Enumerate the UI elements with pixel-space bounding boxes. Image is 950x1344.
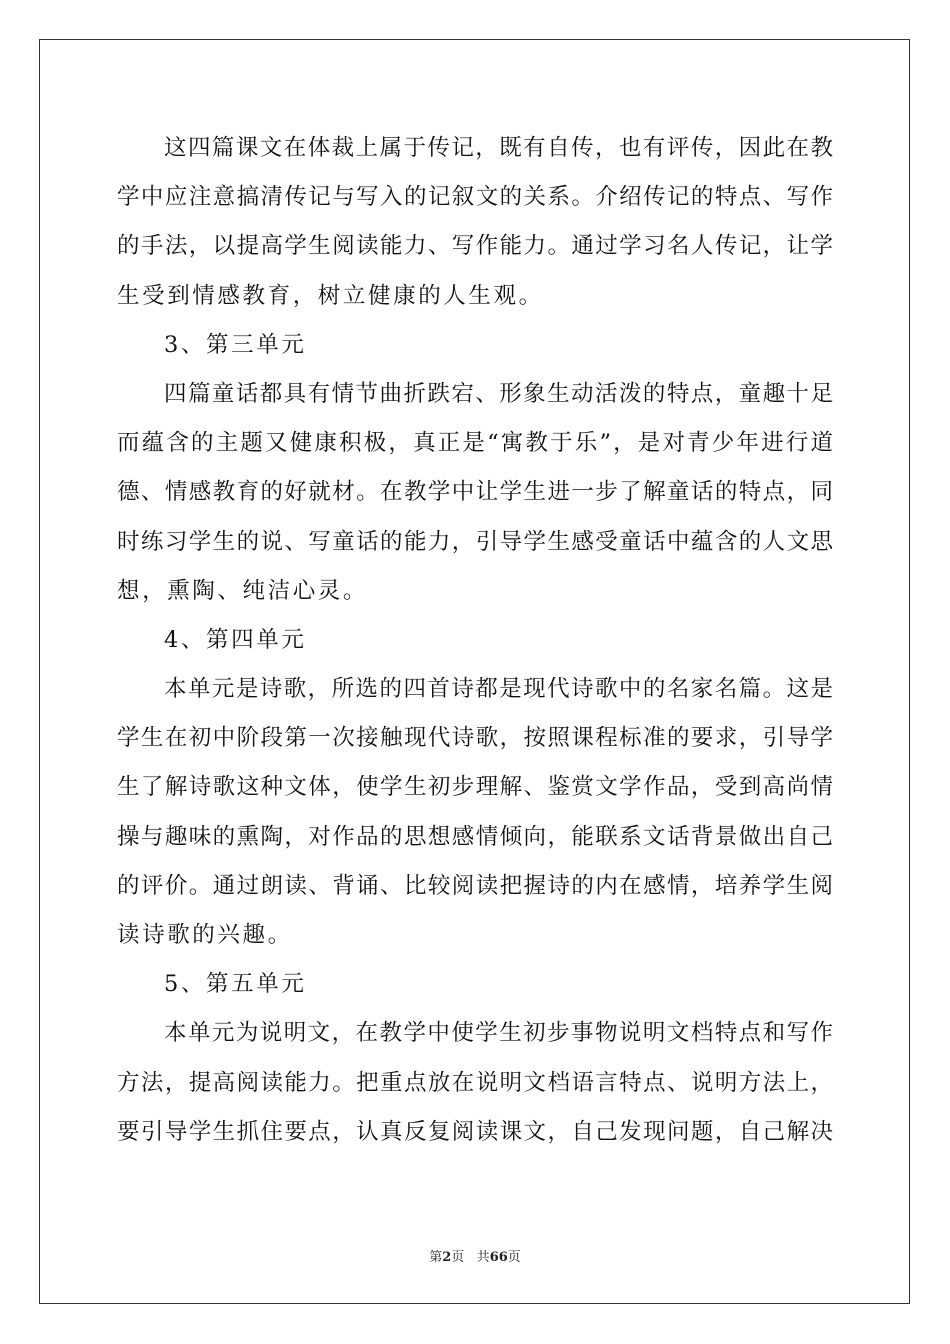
total-suffix: 页 [507, 1250, 521, 1265]
text-line: 本单元是诗歌，所选的四首诗都是现代诗歌中的名家名篇。这是 [164, 676, 833, 703]
page-suffix: 页 [451, 1250, 465, 1265]
text-line: 生受到情感教育，树立健康的人生观。 [117, 282, 544, 309]
page-footer [0, 1246, 950, 1265]
total-prefix: 共 [476, 1250, 490, 1265]
text-line: 本单元为说明文，在教学中使学生初步事物说明文档特点和写作 [164, 1020, 833, 1047]
text-line: 读诗歌的兴趣。 [117, 922, 293, 948]
text-line: 四篇童话都具有情节曲折跌宕、形象生动活泼的特点，童趣十足 [164, 380, 833, 407]
text-line: 的手法，以提高学生阅读能力、写作能力。通过学习名人传记，让学 [117, 233, 833, 260]
section-heading-unit-4 [117, 616, 833, 665]
text-line: 这四篇课文在体裁上属于传记，既有自传，也有评传，因此在教 [164, 135, 833, 161]
text-line: 而蕴含的主题又健康积极，真正是“寓教于乐”，是对青少年进行道 [117, 430, 833, 457]
text-line: 德、情感教育的好就材。在教学中让学生进一步了解童话的特点，同 [117, 479, 833, 506]
text-line: 的评价。通过朗读、背诵、比较阅读把握诗的内在感情，培养学生阅 [117, 872, 833, 899]
section-heading-unit-5 [117, 960, 833, 1009]
document-body [117, 124, 833, 1157]
section-heading: 5、第五单元 [164, 971, 307, 998]
section-heading: 4、第四单元 [164, 626, 307, 653]
text-line: 时练习学生的说、写童话的能力，引导学生感受童话中蕴含的人文思 [117, 528, 833, 555]
paragraph-unit-5 [117, 1009, 833, 1157]
text-line: 想，熏陶、纯洁心灵。 [117, 577, 369, 604]
paragraph-biography-intro [117, 124, 833, 321]
text-line: 生了解诗歌这种文体，使学生初步理解、鉴赏文学作品，受到高尚情 [117, 774, 833, 801]
text-line: 操与趣味的熏陶，对作品的思想感情倾向，能联系文话背景做出自己 [117, 823, 833, 850]
paragraph-unit-4 [117, 665, 833, 960]
section-heading-unit-3 [117, 321, 833, 370]
section-heading: 3、第三单元 [164, 331, 307, 358]
text-line: 学中应注意搞清传记与写入的记叙文的关系。介绍传记的特点、写作 [117, 184, 833, 211]
text-line: 要引导学生抓住要点，认真反复阅读课文，自己发现问题，自己解决 [117, 1118, 833, 1145]
paragraph-unit-3 [117, 370, 833, 616]
page-prefix: 第 [429, 1250, 443, 1265]
text-line: 学生在初中阶段第一次接触现代诗歌，按照课程标准的要求，引导学 [117, 725, 833, 752]
text-line: 方法，提高阅读能力。把重点放在说明文档语言特点、说明方法上， [117, 1069, 833, 1096]
current-page-number: 2 [442, 1250, 452, 1265]
total-page-count: 66 [489, 1250, 508, 1265]
